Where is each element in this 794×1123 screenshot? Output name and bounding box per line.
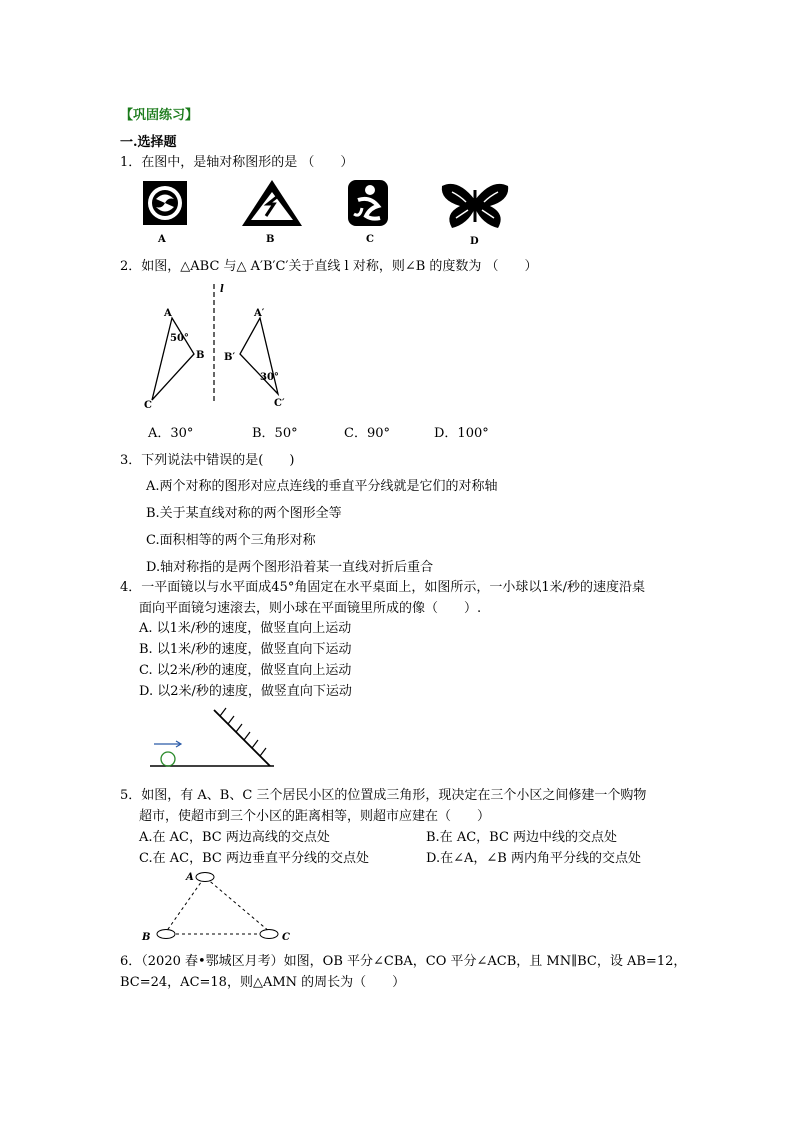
q5-label-c: C — [282, 932, 290, 943]
q4-stem-line1: 4．一平面镜以与水平面成45°角固定在水平桌面上，如图所示，一小球以1米/秒的速度沿桌 — [120, 580, 645, 595]
q5-option-c[interactable]: C.在 AC，BC 两边垂直平分线的交点处 — [139, 851, 369, 866]
q2-triangle-abc — [152, 318, 194, 400]
q6-stem-line2: BC=24，AC=18，则△AMN 的周长为（ ） — [120, 975, 406, 990]
q4-option-d[interactable]: D. 以2米/秒的速度，做竖直向下运动 — [139, 684, 352, 699]
q5-option-d[interactable]: D.在∠A，∠B 两内角平分线的交点处 — [426, 851, 641, 866]
q4-option-c[interactable]: C. 以2米/秒的速度，做竖直向上运动 — [139, 663, 352, 678]
q5-site-b-icon — [157, 930, 175, 939]
q2-option-c[interactable]: C．90° — [344, 426, 390, 441]
q2-option-d[interactable]: D．100° — [434, 426, 489, 441]
q2-line-label: l — [220, 284, 224, 295]
q5-label-a: A — [186, 872, 194, 883]
q2-label-c: C — [144, 400, 152, 411]
q2-option-a[interactable]: A．30° — [148, 426, 194, 441]
q2-angle-a: 50° — [170, 333, 189, 344]
q5-stem-line1: 5．如图，有 A、B、C 三个居民小区的位置成三角形，现决定在三个小区之间修建一个购物 — [120, 788, 647, 803]
q1-figure-c-athlete-emblem-icon — [348, 180, 388, 226]
q5-site-a-icon — [196, 873, 214, 882]
q5-option-a[interactable]: A.在 AC，BC 两边高线的交点处 — [139, 830, 330, 845]
q6-stem-line1: 6．（2020 春•鄂城区月考）如图，OB 平分∠CBA，CO 平分∠ACB，且 MN∥BC，设 AB=12， — [120, 954, 687, 969]
q2-label-a: A — [164, 308, 172, 319]
q2-label-a1: A′ — [254, 308, 265, 319]
q5-site-c-icon — [260, 930, 278, 939]
q2-label-b1: B′ — [224, 352, 236, 363]
q2-angle-c1: 30° — [260, 372, 279, 383]
q2-label-c1: C′ — [274, 398, 285, 409]
q2-label-b: B — [196, 350, 205, 361]
q3-option-c[interactable]: C.面积相等的两个三角形对称 — [146, 533, 316, 548]
q1-figures — [140, 178, 520, 248]
q1-figure-d-butterfly-icon — [442, 184, 508, 228]
q4-option-b[interactable]: B. 以1米/秒的速度，做竖直向下运动 — [139, 642, 352, 657]
q1-figure-b-warning-triangle-icon — [242, 180, 302, 226]
q1-label-c: C — [366, 234, 374, 245]
q2-figure — [140, 282, 300, 412]
q5-stem-line2: 超市，使超市到三个小区的距离相等，则超市应建在（ ） — [139, 809, 491, 824]
q4-stem-line2: 面向平面镜匀速滚去，则小球在平面镜里所成的像（ ）. — [139, 601, 482, 616]
q1-label-d: D — [470, 236, 479, 247]
q5-label-b: B — [142, 932, 151, 943]
q4-option-a[interactable]: A. 以1米/秒的速度，做竖直向上运动 — [139, 621, 352, 636]
q1-label-a: A — [158, 234, 166, 245]
q3-option-b[interactable]: B.关于某直线对称的两个图形全等 — [146, 506, 342, 521]
q4-mirror-line — [214, 710, 270, 766]
q2-stem: 2．如图，△ABC 与△ A′B′C′关于直线 l 对称，则∠B 的度数为 （ ） — [120, 259, 538, 274]
q2-option-b[interactable]: B．50° — [252, 426, 298, 441]
q4-ball-icon — [161, 752, 175, 766]
q3-stem: 3．下列说法中错误的是( ) — [120, 453, 295, 468]
q5-figure-triangle — [140, 866, 300, 944]
q1-figure-a-logo-icon — [143, 181, 187, 225]
q1-stem: 1．在图中，是轴对称图形的是 （ ） — [120, 155, 354, 170]
section-title: 【巩固练习】 — [120, 108, 199, 123]
q3-option-d[interactable]: D.轴对称指的是两个图形沿着某一直线对折后重合 — [146, 560, 434, 575]
q4-figure-mirror — [150, 708, 280, 770]
part-heading: 一.选择题 — [120, 135, 177, 150]
q3-option-a[interactable]: A.两个对称的图形对应点连线的垂直平分线就是它们的对称轴 — [146, 479, 498, 494]
q1-label-b: B — [266, 234, 275, 245]
q5-option-b[interactable]: B.在 AC，BC 两边中线的交点处 — [426, 830, 618, 845]
